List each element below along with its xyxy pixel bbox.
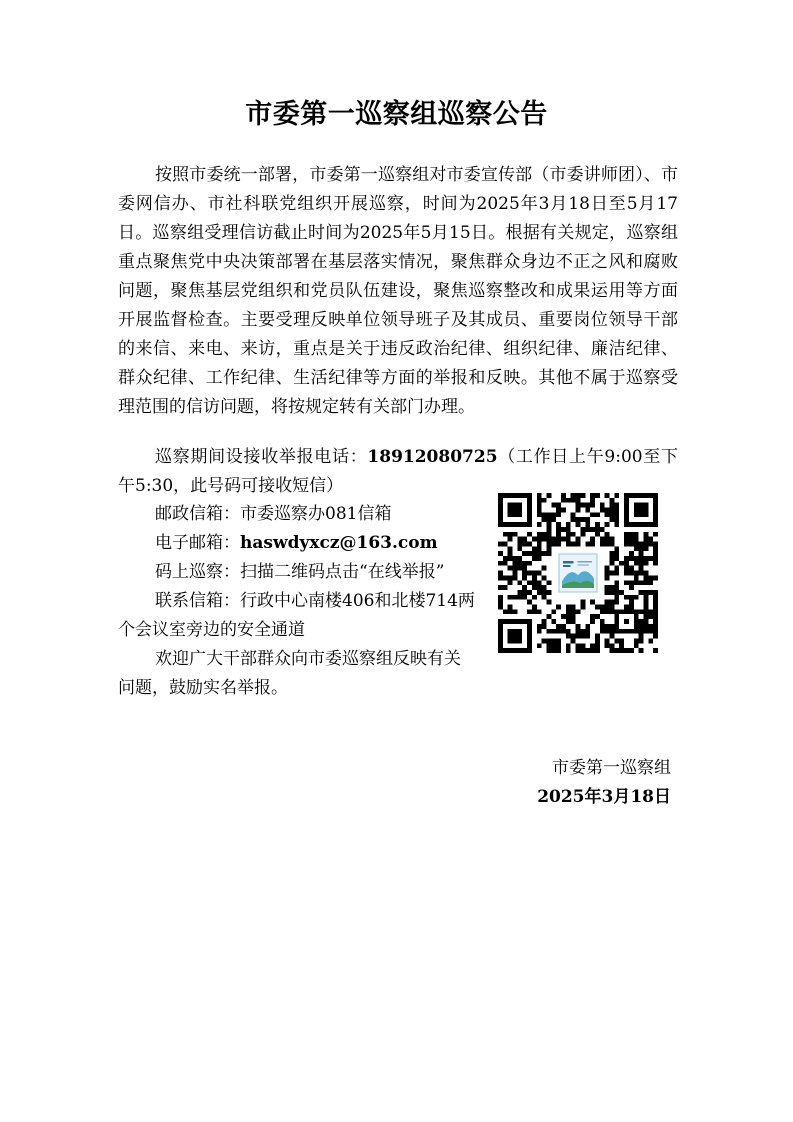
- qr-patrol-line: [118, 558, 475, 587]
- contact-info-block: [118, 500, 475, 703]
- page-title: 市委第一巡察组巡察公告: [245, 99, 548, 130]
- hotline-note: （工作日上午9:00至下午5:30，此号码可接收短信）: [118, 447, 679, 496]
- hotline-number: 18912080725: [367, 447, 498, 467]
- qr-patrol-label: 码上巡察：: [155, 562, 240, 582]
- qr-patrol-value: 扫描二维码点击“在线举报”: [240, 562, 445, 582]
- contact-box-value: 行政中心南楼406和北楼714两个会议室旁边的安全通道: [118, 591, 475, 640]
- email-address: haswdyxcz@163.com: [240, 533, 438, 553]
- postal-box-value: 市委巡察办081信箱: [240, 504, 392, 524]
- email-label: 电子邮箱：: [155, 533, 240, 553]
- qr-code-icon[interactable]: [498, 493, 658, 653]
- signature-date: 2025年3月18日: [537, 787, 671, 807]
- welcome-line: 欢迎广大干部群众向市委巡察组反映有关问题，鼓励实名举报。: [118, 649, 461, 698]
- postal-box-label: 邮政信箱：: [155, 504, 240, 524]
- email-line: [118, 529, 475, 558]
- postal-box-line: [118, 500, 475, 529]
- body-paragraph-main: 按照市委统一部署，市委第一巡察组对市委宣传部（市委讲师团）、市委网信办、市社科联党组织开展巡察，时间为2025年3月18日至5月17日。巡察组受理信访截止时间为2025年5月15日。根据有关规定，巡察组重点聚焦党中央决策部署在基层落实情况，聚焦群众身边不正之风和腐败问题，聚焦基层党组织和党员队伍建设，聚焦巡察整改和成果运用等方面开展监督检查。主要受理反映单位领导班子及其成员、重要岗位领导干部的来信、来电、来访，重点是关于违反政治纪律、组织纪律、廉洁纪律、群众纪律、工作纪律、生活纪律等方面的举报和反映。其他不属于巡察受理范围的信访问题，将按规定转有关部门办理。: [118, 165, 678, 417]
- contact-box-line: [118, 587, 475, 645]
- hotline-label: 巡察期间设接收举报电话：: [155, 447, 368, 467]
- signature-org: 市委第一巡察组: [552, 758, 671, 778]
- contact-box-label: 联系信箱：: [155, 591, 240, 611]
